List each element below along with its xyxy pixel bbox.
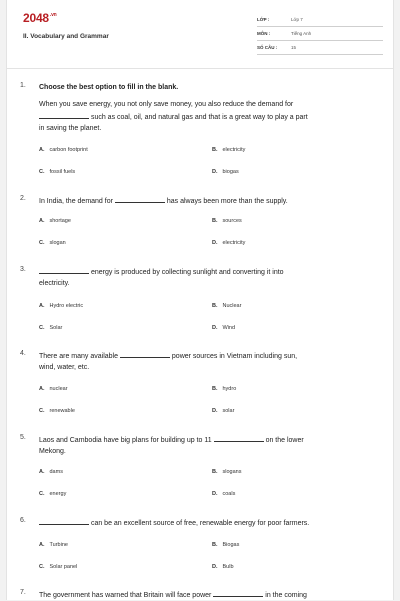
worksheet-header: [7, 0, 393, 64]
option-a[interactable]: A. dams: [39, 469, 63, 475]
option-d[interactable]: D. solar: [212, 408, 235, 414]
option-d[interactable]: D. biogas: [212, 169, 239, 175]
option-c[interactable]: C. energy: [39, 491, 67, 497]
option-d[interactable]: D. coals: [212, 491, 236, 497]
answer-blank[interactable]: [39, 111, 89, 119]
option-b[interactable]: B. sources: [212, 218, 242, 224]
option-c[interactable]: C. Solar: [39, 325, 63, 331]
meta-class: LỚP : Lớp 7: [257, 14, 383, 27]
option-d[interactable]: D. Bulb: [212, 564, 234, 570]
option-c[interactable]: C. fossil fuels: [39, 169, 76, 175]
header-divider: [7, 68, 393, 69]
option-a[interactable]: A. Turbine: [39, 542, 68, 548]
answer-blank[interactable]: [213, 589, 263, 597]
option-c[interactable]: C. slogan: [39, 240, 66, 246]
option-b[interactable]: B. electricity: [212, 147, 246, 153]
answer-blank[interactable]: [115, 195, 165, 203]
option-b[interactable]: B. slogans: [212, 469, 242, 475]
meta-subject: MÔN : Tiếng Anh: [257, 28, 383, 41]
answer-blank[interactable]: [120, 350, 170, 358]
worksheet: $2048^{.vn}$ II. Vocabulary and Grammar LỚP : Lớp 7 MÔN : Tiếng Anh SỐ CÂU : 15 1. Choose the best option to fill in the blank. When you save energy, you not only save money, you also reduce the demand for such as coal, oil, and natural gas and that is a great way to play a part in saving the planet. A. carbon footprint B. electricity C. fossil fuels D. biogas 2. In India, the demand for has always been more than the supply. A. shortage B. sources C. slogan D. electricity 3. energy is produced by collecting sunlight and converting it into electricity. A. Hydro electric B. Nuclear C. Solar D. Wind 4. There are many available power sources in Vietnam including sun, wind, water, etc. A. nuclear B. hydro C. renewable D. solar 5. Laos and Cambodia have big plans for building up to 11 on the lower Mekong. A. dams B. slogans C. energy D. coals 6. can be an excellent source of free, renewable energy for poor farmers. A. Turbine B. Biogas C. Solar panel D. Bulb 7. The government has warned that Britain will face power in the coming: [6, 0, 394, 600]
answer-blank[interactable]: [39, 266, 89, 274]
section-title: II. Vocabulary and Grammar: [23, 33, 109, 40]
option-d[interactable]: D. electricity: [212, 240, 246, 246]
option-b[interactable]: B. hydro: [212, 386, 237, 392]
option-d[interactable]: D. Wind: [212, 325, 236, 331]
question-1-title: Choose the best option to fill in the blank.: [39, 84, 179, 91]
option-b[interactable]: B. Nuclear: [212, 303, 242, 309]
option-a[interactable]: A. carbon footprint: [39, 147, 88, 153]
site-logo[interactable]: $2048^{.vn}$: [23, 11, 57, 25]
answer-blank[interactable]: [39, 517, 89, 525]
option-a[interactable]: A. shortage: [39, 218, 71, 224]
option-b[interactable]: B. Biogas: [212, 542, 240, 548]
meta-question-count: SỐ CÂU : 15: [257, 42, 383, 55]
option-c[interactable]: C. Solar panel: [39, 564, 78, 570]
option-a[interactable]: A. Hydro electric: [39, 303, 84, 309]
option-c[interactable]: C. renewable: [39, 408, 75, 414]
answer-blank[interactable]: [214, 434, 264, 442]
option-a[interactable]: A. nuclear: [39, 386, 68, 392]
